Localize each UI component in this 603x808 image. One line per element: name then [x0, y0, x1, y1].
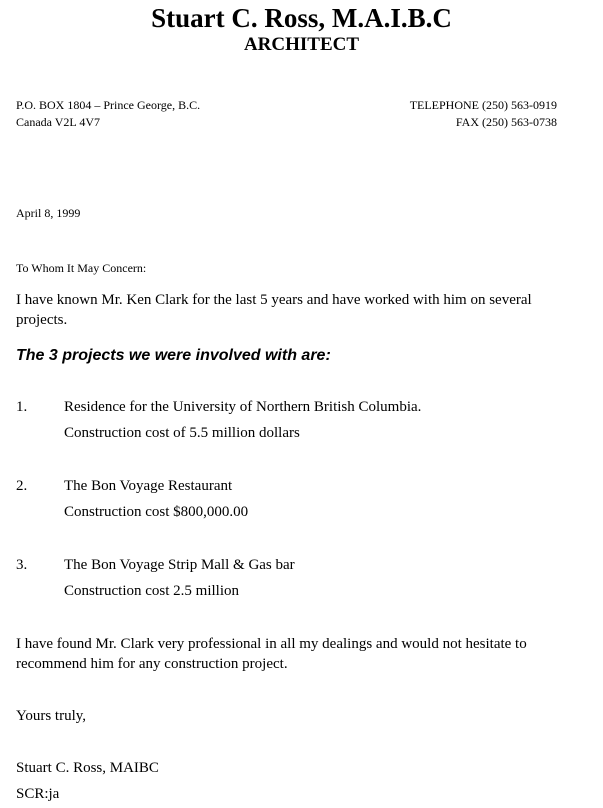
- project-name: The Bon Voyage Restaurant: [64, 478, 233, 494]
- telephone-number: TELEPHONE (250) 563-0919: [409, 98, 557, 112]
- address-line-2: Canada V2L 4V7: [16, 115, 100, 129]
- signoff: Yours truly,: [16, 708, 87, 724]
- reference-initials: SCR:ja: [16, 786, 60, 802]
- closing-paragraph: I have found Mr. Clark very professional in all my dealings and would not hesitate to recommend him for any construction project.: [16, 636, 527, 672]
- letter-date: April 8, 1999: [16, 206, 81, 220]
- projects-heading: The 3 projects we were involved with are:: [16, 347, 331, 364]
- project-name: Residence for the University of Northern British Columbia.: [64, 399, 422, 415]
- intro-paragraph: I have known Mr. Ken Clark for the last 5 years and have worked with him on several projects.: [16, 292, 532, 328]
- project-number: 1.: [16, 399, 28, 415]
- project-cost: Construction cost $800,000.00: [64, 504, 249, 520]
- project-cost: Construction cost 2.5 million: [64, 583, 239, 599]
- project-number: 3.: [16, 557, 28, 573]
- project-number: 2.: [16, 478, 28, 494]
- letterhead-name: Stuart C. Ross, M.A.I.B.C: [151, 3, 452, 33]
- salutation: To Whom It May Concern:: [16, 261, 147, 275]
- project-cost: Construction cost of 5.5 million dollars: [64, 425, 300, 441]
- fax-number: FAX (250) 563-0738: [455, 115, 557, 129]
- letterhead-title: ARCHITECT: [243, 34, 360, 55]
- signature-name: Stuart C. Ross, MAIBC: [16, 760, 159, 776]
- address-line-1: P.O. BOX 1804 – Prince George, B.C.: [16, 98, 201, 112]
- project-name: The Bon Voyage Strip Mall & Gas bar: [64, 557, 295, 573]
